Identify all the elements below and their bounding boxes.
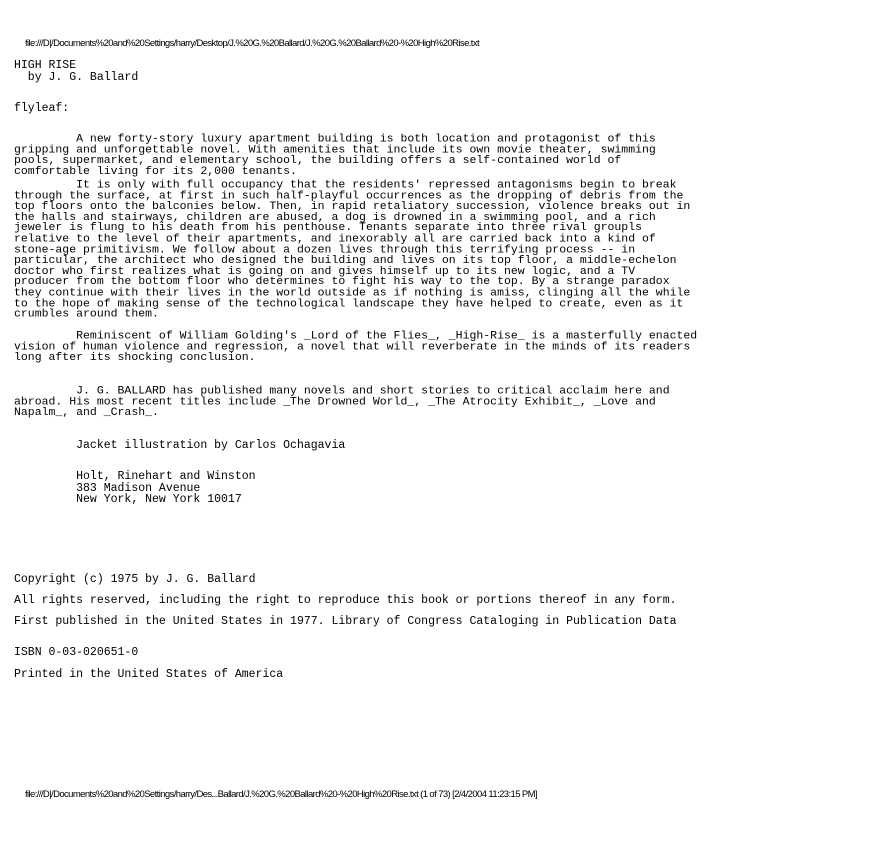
rights-reserved-line: All rights reserved, including the right to reproduce this book or portions thereof in any form. [14, 594, 677, 607]
publisher-address-block: Holt, Rinehart and Winston 383 Madison Avenue New York, New York 10017 [76, 470, 256, 507]
copyright-line: Copyright (c) 1975 by J. G. Ballard [14, 573, 256, 586]
flyleaf-label: flyleaf: [14, 102, 70, 115]
isbn-line: ISBN 0-03-020651-0 [14, 646, 139, 659]
printed-in-line: Printed in the United States of America [14, 668, 284, 681]
flyleaf-paragraph-1: A new forty-story luxury apartment building is both location and protagonist of this gripping and unforgettable novel. With amenities that include its own movie theater, swimming pools, supermarket, and elementary school, the building offers a self-contained world of comfortable living for its 2,000 tenants. [14, 133, 656, 178]
book-title-block: HIGH RISE by J. G. Ballard [14, 59, 139, 84]
page-header-file-path: file:///D|/Documents%20and%20Settings/harry/Desktop/J.%20G.%20Ballard/J.%20G.%20Ballard%20-%20High%20Rise.txt [25, 38, 480, 49]
page-footer-file-info: file:///D|/Documents%20and%20Settings/harry/Des...Ballard/J.%20G.%20Ballard%20-%20High%20Rise.txt (1 of 73) [2/4/2004 11:23:15 PM] [25, 789, 538, 800]
flyleaf-paragraph-2: It is only with full occupancy that the residents' repressed antagonisms begin to break through the surface, at first in such half-playful occurrences as the dropping of debris from the top floors onto the balconies below. Then, in rapid retaliatory succession, violence breaks out in the halls and stairways, children are abused, a dog is drowned in a swimming pool, and a rich jeweler is flung to his death from his penthouse. Tenants separate into three rival groupls relative to the level of their apartments, and inexorably all are carried back into a kind of stone-age primitivism. We follow about a dozen lives through this terrifying process -- in particular, the architect who designed the building and lives on its top floor, a middle-echelon doctor who first realizes what is going on and gives himself up to its new logic, and a TV producer from the bottom floor who determines to fight his way to the top. By a strange paradox they continue with their lives in the world outside as if nothing is amiss, clinging all the while to the hope of making sense of the technological landscape they have helped to create, even as it crumbles around them. [14, 179, 691, 321]
jacket-illustration-credit: Jacket illustration by Carlos Ochagavia [14, 439, 346, 452]
flyleaf-paragraph-3: Reminiscent of William Golding's _Lord of the Flies_, _High-Rise_ is a masterfully enacted vision of human violence and regression, a novel that will reverberate in the minds of its readers long after its shocking conclusion. [14, 330, 698, 364]
first-published-line: First published in the United States in 1977. Library of Congress Cataloging in Publication Data [14, 615, 677, 628]
author-bio-paragraph: J. G. BALLARD has published many novels and short stories to critical acclaim here and abroad. His most recent titles include _The Drowned World_, _The Atrocity Exhibit_, _Love and Napalm_, and _Crash_. [14, 385, 670, 419]
